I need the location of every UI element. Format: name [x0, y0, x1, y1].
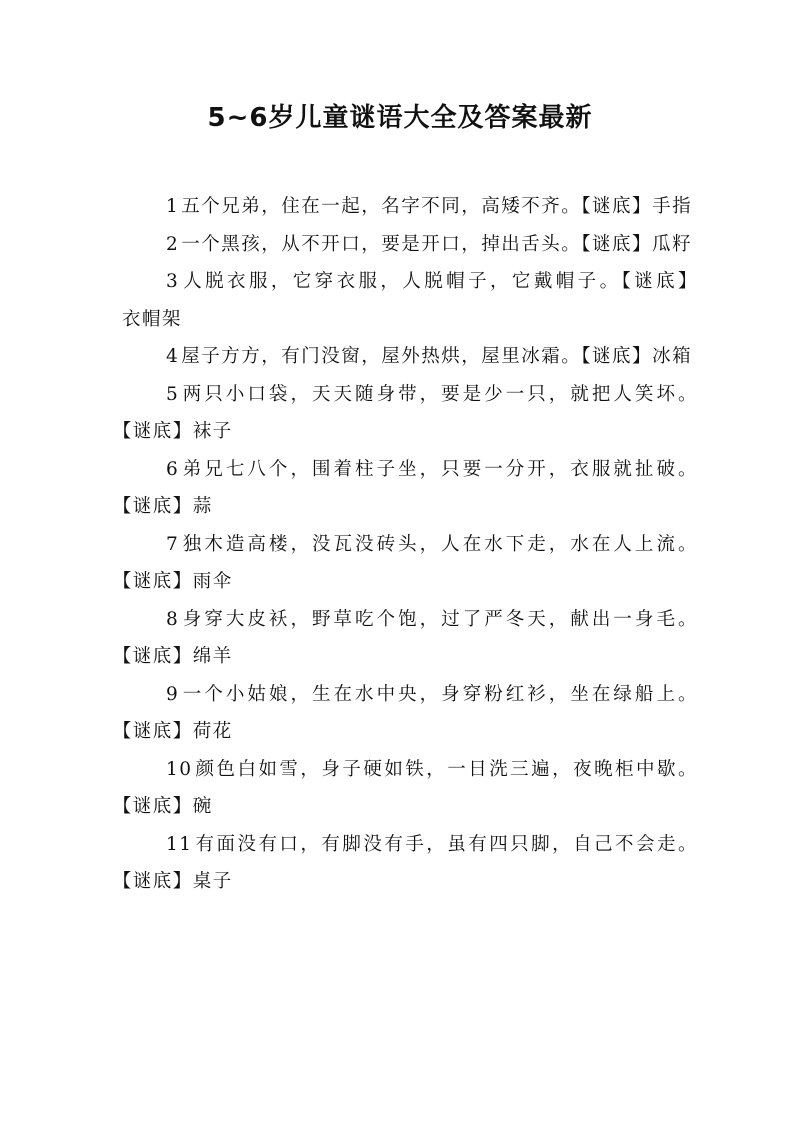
riddle-answer: 蒜	[192, 496, 213, 517]
riddle-answer: 桌子	[192, 871, 233, 892]
document-title: 5~6岁儿童谜语大全及答案最新	[207, 103, 593, 133]
answer-tag: 【谜底】	[122, 871, 193, 892]
riddle-number: 6	[166, 458, 180, 480]
riddle-answer: 荷花	[192, 721, 233, 742]
riddle-item-3	[122, 263, 698, 338]
answer-tag: 【谜底】	[122, 571, 193, 592]
riddle-item-8	[122, 601, 698, 676]
riddle-answer: 袜子	[192, 421, 233, 442]
riddle-number: 7	[166, 533, 180, 555]
riddle-number: 9	[166, 683, 180, 705]
answer-tag: 【谜底】	[581, 196, 653, 217]
riddle-item-2	[122, 226, 698, 264]
riddle-question: 人脱衣服，它穿衣服，人脱帽子，它戴帽子。	[181, 271, 622, 292]
riddle-answer: 雨伞	[192, 571, 233, 592]
answer-tag: 【谜底】	[122, 721, 193, 742]
answer-tag: 【谜底】	[122, 796, 193, 817]
riddle-question: 独木造高楼，没瓦没砖头，人在水下走，水在人上流。	[181, 533, 698, 555]
riddle-answer: 碗	[192, 796, 213, 817]
riddle-number: 11	[166, 833, 193, 855]
riddle-item-11	[122, 826, 698, 901]
riddle-item-5	[122, 376, 698, 451]
riddle-question: 弟兄七八个，围着柱子坐，只要一分开，衣服就扯破。	[181, 458, 698, 480]
riddle-item-7	[122, 526, 698, 601]
riddle-number: 1	[166, 196, 180, 217]
riddle-number: 3	[166, 271, 180, 292]
riddle-answer: 瓜籽	[652, 233, 693, 255]
riddle-item-10	[122, 751, 698, 826]
riddle-question: 一个黑孩，从不开口，要是开口，掉出舌头。	[181, 233, 582, 255]
riddle-question: 颜色白如雪，身子硬如铁，一日洗三遍，夜晚柜中歇。	[194, 758, 698, 780]
riddle-item-6	[122, 451, 698, 526]
riddle-number: 4	[166, 346, 180, 367]
riddle-question: 五个兄弟，住在一起，名字不同，高矮不齐。	[181, 196, 582, 217]
answer-tag: 【谜底】	[581, 346, 653, 367]
riddle-answer: 绵羊	[192, 646, 233, 667]
answer-tag: 【谜底】	[621, 271, 698, 292]
riddle-answer: 冰箱	[652, 346, 693, 367]
riddle-number: 5	[166, 383, 180, 405]
riddle-answer: 手指	[652, 196, 693, 217]
riddle-number: 8	[166, 608, 180, 630]
riddle-question: 一个小姑娘，生在水中央，身穿粉红衫，坐在绿船上。	[181, 683, 698, 705]
riddle-item-1	[122, 188, 698, 226]
riddle-question: 身穿大皮袄，野草吃个饱，过了严冬天，献出一身毛。	[181, 608, 698, 630]
answer-tag: 【谜底】	[581, 233, 653, 255]
riddle-item-4	[122, 338, 698, 376]
answer-tag: 【谜底】	[122, 646, 193, 667]
riddle-item-9	[122, 676, 698, 751]
riddle-number: 10	[166, 758, 193, 780]
riddle-list	[122, 188, 698, 901]
riddle-question: 屋子方方，有门没窗，屋外热烘，屋里冰霜。	[181, 346, 582, 367]
answer-tag: 【谜底】	[122, 421, 193, 442]
riddle-number: 2	[166, 233, 180, 255]
riddle-question: 有面没有口，有脚没有手，虽有四只脚，自己不会走。	[194, 833, 698, 855]
riddle-answer: 衣帽架	[122, 308, 183, 330]
riddle-question: 两只小口袋，天天随身带，要是少一只，就把人笑坏。	[181, 383, 698, 405]
answer-tag: 【谜底】	[122, 496, 193, 517]
